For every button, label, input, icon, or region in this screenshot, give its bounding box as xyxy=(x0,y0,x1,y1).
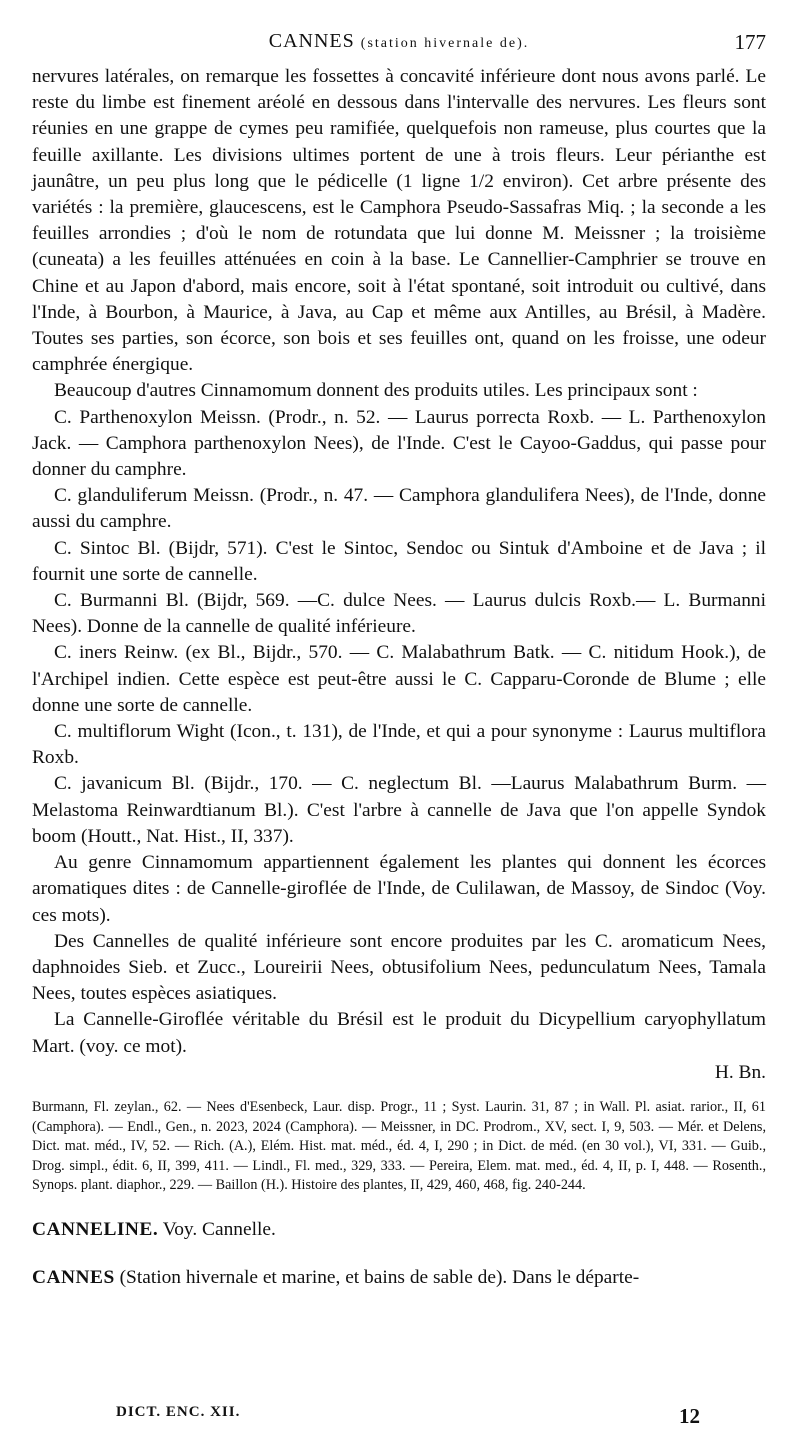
entry-cannes xyxy=(32,1264,766,1292)
bibliography: Burmann, Fl. zeylan., 62. — Nees d'Esenbeck, Laur. disp. Progr., 11 ; Syst. Laurin. 31, 87 ; in Wall. Pl. asiat. rarior., II, 61 (Camphora). — Endl., Gen., n. 2023, 2024 (Camphora). — Meissner, in DC. Prodrom., XV, sect. I, 9, 503. — Mér. et Delens, Dict. mat. méd., IV, 52. — Rich. (A.), Elém. Hist. mat. méd., éd. 4, I, 290 ; in Dict. de méd. (en 30 vol.), VI, 331. — Guib., Drog. simpl., édit. 6, II, 399, 411. — Lindl., Fl. med., 329, 333. — Pereira, Elem. mat. med., éd. 4, II, p. I, 448. — Rosenth., Synops. plant. diaphor., 229. — Baillon (H.). Histoire des plantes, II, 429, 460, 468, fig. 240-244. xyxy=(32,1098,766,1194)
running-title xyxy=(32,30,766,53)
paragraph-aromatic-barks: Au genre Cinnamomum appartiennent également les plantes qui donnent les écorces aromatiques dites : de Cannelle-giroflée de l'Inde, de Culilawan, de Massoy, de Sindoc (Voy. ces mots). xyxy=(32,852,766,926)
cross-reference: Voy. Cannelle. xyxy=(162,1218,276,1240)
page-number: 177 xyxy=(734,30,766,54)
printer-signature-mark: DICT. ENC. XII. xyxy=(116,1404,241,1420)
running-title-sub: (station hivernale de). xyxy=(360,36,530,51)
species-entry: C. Sintoc Bl. (Bijdr, 571). C'est le Sintoc, Sendoc ou Sintuk d'Amboine et de Java ; il fournit une sorte de cannelle. xyxy=(32,537,766,585)
entry-cannes-text: (Station hivernale et marine, et bains de sable de). Dans le départe- xyxy=(119,1266,640,1288)
species-entry: C. glanduliferum Meissn. (Prodr., n. 47. — Camphora glandulifera Nees), de l'Inde, donne aussi du camphre. xyxy=(32,485,766,533)
paragraph-intro-species: Beaucoup d'autres Cinnamomum donnent des produits utiles. Les principaux sont : xyxy=(54,380,698,402)
page-body xyxy=(32,64,766,1292)
sheet-number: 12 xyxy=(679,1404,700,1428)
entry-canneline xyxy=(32,1216,766,1244)
headword-cannes: CANNES xyxy=(32,1266,115,1288)
species-entry: C. Parthenoxylon Meissn. (Prodr., n. 52. — Laurus porrecta Roxb. — L. Parthenoxylon Jack. — Camphora parthenoxylon Nees), de l'Inde. C'est le Cayoo-Gaddus, qui passe pour donner du camphre. xyxy=(32,406,766,481)
running-title-main: CANNES xyxy=(268,30,355,52)
species-entry: C. iners Reinw. (ex Bl., Bijdr., 570. — C. Malabathrum Batk. — C. nitidum Hook.), de l'Archipel indien. Cette espèce est peut-être aussi le C. Capparu-Coronde de Blume ; elle donne une sorte de cannelle. xyxy=(32,642,766,716)
paragraph-inferior-cinnamons: Des Cannelles de qualité inférieure sont encore produites par les C. aromaticum Nees, daphnoides Sieb. et Zucc., Loureirii Nees, obtusifolium Nees, pedunculatum Nees, Tamala Nees, toutes espèces asiatiques. xyxy=(32,930,766,1005)
paragraph-cannelle-giroflee: La Cannelle-Giroflée véritable du Brésil est le produit du Dicypellium caryophyllatum Mart. (voy. ce mot). xyxy=(32,1009,766,1057)
author-signature: H. Bn. xyxy=(714,1061,766,1083)
running-header xyxy=(32,30,766,60)
species-entry: C. Burmanni Bl. (Bijdr, 569. —C. dulce Nees. — Laurus dulcis Roxb.— L. Burmanni Nees). Donne de la cannelle de qualité inférieure. xyxy=(32,590,766,638)
page-footer xyxy=(116,1404,700,1432)
species-entry: C. multiflorum Wight (Icon., t. 131), de l'Inde, et qui a pour synonyme : Laurus multiflora Roxb. xyxy=(32,721,766,769)
species-entry: C. javanicum Bl. (Bijdr., 170. — C. neglectum Bl. —Laurus Malabathrum Burm. — Melastoma Reinwardtianum Bl.). C'est l'arbre à cannelle de Java que l'on appelle Syndok boom (Houtt., Nat. Hist., II, 337). xyxy=(32,773,766,847)
headword-canneline: CANNELINE. xyxy=(32,1218,159,1240)
paragraph-description: nervures latérales, on remarque les fossettes à concavité inférieure dont nous avons parlé. Le reste du limbe est finement aréolé en dessous dans l'intervalle des nervures. Les fleurs sont réunies en une grappe de cymes peu ramifiée, quelquefois non rameuse, plus courtes que la feuille axillante. Les divisions ultimes portent de une à trois fleurs. Leur périanthe est jaunâtre, un peu plus long que le pédicelle (1 ligne 1/2 environ). Cet arbre présente des variétés : la première, glaucescens, est le Camphora Pseudo-Sassafras Miq. ; la seconde a les feuilles arrondies ; d'où le nom de rotundata que lui donne M. Meissner ; la troisième (cuneata) a les feuilles atténuées en coin à la base. Le Cannellier-Camphrier se trouve en Chine et au Japon d'abord, mais encore, soit à l'état spontané, soit introduit ou cultivé, dans l'Inde, à Bourbon, à Maurice, à Java, au Cap et même aux Antilles, au Brésil, à Madère. Toutes ses parties, son écorce, son bois et ses feuilles ont, quand on les froisse, une odeur camphrée énergique. xyxy=(32,66,766,376)
